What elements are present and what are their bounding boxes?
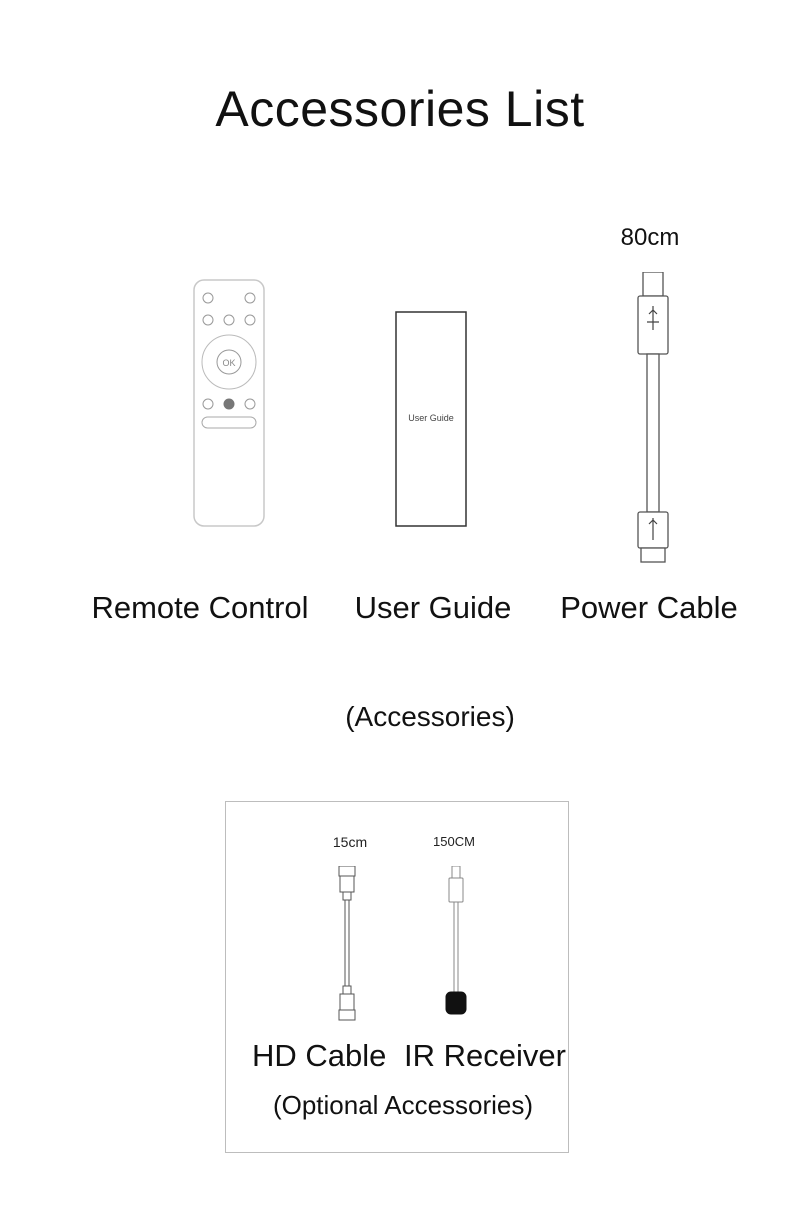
remote-ok-label: OK: [222, 358, 236, 368]
user-guide-cover-text: User Guide: [408, 413, 454, 423]
remote-control-icon: [192, 278, 266, 528]
ir-receiver-icon: [444, 866, 468, 1016]
remote-control-label: Remote Control: [91, 590, 309, 625]
page-title: Accessories List: [215, 81, 585, 137]
ir-receiver-length: 150CM: [433, 834, 475, 849]
ir-receiver-label: IR Receiver: [404, 1038, 566, 1073]
power-cable-length: 80cm: [620, 224, 680, 251]
power-cable-label: Power Cable: [560, 590, 738, 625]
hd-cable-length: 15cm: [332, 834, 368, 850]
user-guide-label: User Guide: [354, 590, 512, 625]
hd-cable-label: HD Cable: [252, 1038, 387, 1073]
accessories-caption: (Accessories): [345, 701, 515, 732]
usb-cable-icon: [636, 272, 670, 564]
hd-cable-icon: [337, 866, 357, 1022]
optional-accessories-caption: (Optional Accessories): [272, 1090, 534, 1120]
